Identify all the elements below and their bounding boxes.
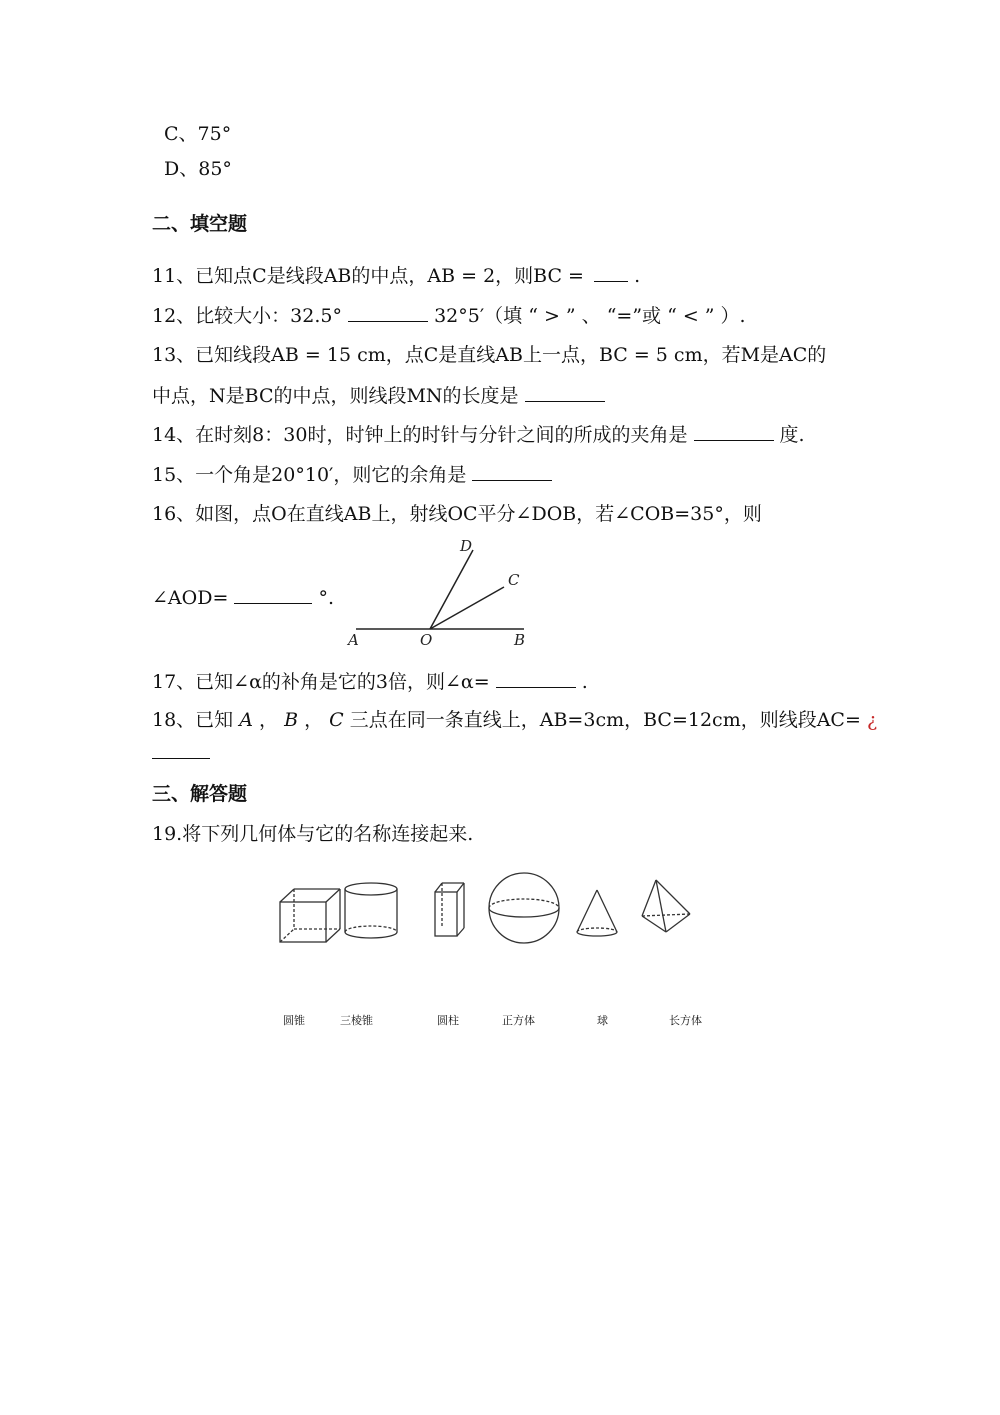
label-b: B xyxy=(514,631,526,649)
question-12-text-1: 12、比较大小：32.5° xyxy=(152,305,342,327)
answer-blank[interactable] xyxy=(525,383,605,402)
question-15-text: 15、一个角是20°10′，则它的余角是 xyxy=(152,464,467,486)
label-o: O xyxy=(420,631,433,649)
question-17-end: . xyxy=(581,671,588,693)
solids-figure xyxy=(270,872,710,962)
section-heading-solutions: 三、解答题 xyxy=(152,783,248,805)
shape-name-cube: 正方体 xyxy=(502,1014,535,1027)
question-16-line-1: 16、如图，点O在直线AB上，射线OC平分∠DOB，若∠COB=35°，则 xyxy=(152,503,762,525)
question-11 xyxy=(152,263,640,288)
question-17-text: 17、已知∠α的补角是它的3倍，则∠α= xyxy=(152,671,490,693)
unknown-glyph: ¿ xyxy=(866,709,878,731)
question-13-line-2 xyxy=(152,383,605,408)
cube-shape xyxy=(280,889,340,942)
triangular-pyramid-shape xyxy=(642,880,690,932)
cone-shape xyxy=(577,890,617,936)
question-16-text-pre: ∠AOD= xyxy=(152,587,229,609)
answer-blank[interactable] xyxy=(472,462,552,481)
question-13-text-2: 中点，N是BC的中点，则线段MN的长度是 xyxy=(152,385,519,407)
question-11-end: . xyxy=(634,265,641,287)
question-16-line-2 xyxy=(152,585,334,610)
question-12 xyxy=(152,303,746,328)
question-12-text-2: 32°5′（填 “ > ” 、 “=”或 “ < ” ）. xyxy=(434,305,746,327)
answer-blank[interactable] xyxy=(152,740,210,759)
question-14 xyxy=(152,422,805,447)
answer-blank[interactable] xyxy=(694,422,774,441)
question-11-text: 11、已知点C是线段AB的中点，AB = 2，则BC = xyxy=(152,265,584,287)
label-c: C xyxy=(508,571,520,589)
point-b: B xyxy=(284,709,299,731)
label-d: D xyxy=(460,537,473,555)
point-a: A xyxy=(239,709,253,731)
cylinder-shape xyxy=(345,883,397,938)
question-17 xyxy=(152,669,588,694)
option-d: D、85° xyxy=(164,158,232,180)
answer-blank[interactable] xyxy=(234,585,312,604)
question-19: 19.将下列几何体与它的名称连接起来. xyxy=(152,823,474,845)
separator: ， xyxy=(304,709,324,731)
question-18-post: 三点在同一条直线上，AB=3cm，BC=12cm，则线段AC= xyxy=(349,709,861,731)
angle-figure xyxy=(340,537,540,652)
answer-blank[interactable] xyxy=(496,669,576,688)
answer-blank-line xyxy=(152,740,210,765)
question-14-text-2: 度. xyxy=(779,424,805,446)
point-c: C xyxy=(329,709,344,731)
cuboid-shape xyxy=(435,883,464,936)
question-13-line-1: 13、已知线段AB = 15 cm，点C是直线AB上一点，BC = 5 cm，若M是AC的 xyxy=(152,344,827,366)
shape-name-cylinder: 圆柱 xyxy=(437,1014,459,1027)
shape-name-triangular-pyramid: 三棱锥 xyxy=(340,1014,373,1027)
label-a: A xyxy=(348,631,359,649)
question-18 xyxy=(152,708,877,732)
section-heading-fill-in: 二、填空题 xyxy=(152,213,248,235)
answer-blank[interactable] xyxy=(594,263,628,282)
sphere-shape xyxy=(489,873,559,943)
answer-blank[interactable] xyxy=(348,303,428,322)
question-16-text-post: °. xyxy=(318,587,335,609)
separator: ， xyxy=(259,709,279,731)
option-c: C、75° xyxy=(164,123,232,145)
shape-name-cuboid: 长方体 xyxy=(669,1014,702,1027)
shape-name-sphere: 球 xyxy=(597,1014,608,1027)
question-15 xyxy=(152,462,552,487)
shape-name-cone: 圆锥 xyxy=(283,1014,305,1027)
question-18-pre: 18、已知 xyxy=(152,709,234,731)
question-14-text-1: 14、在时刻8：30时，时钟上的时针与分针之间的所成的夹角是 xyxy=(152,424,688,446)
